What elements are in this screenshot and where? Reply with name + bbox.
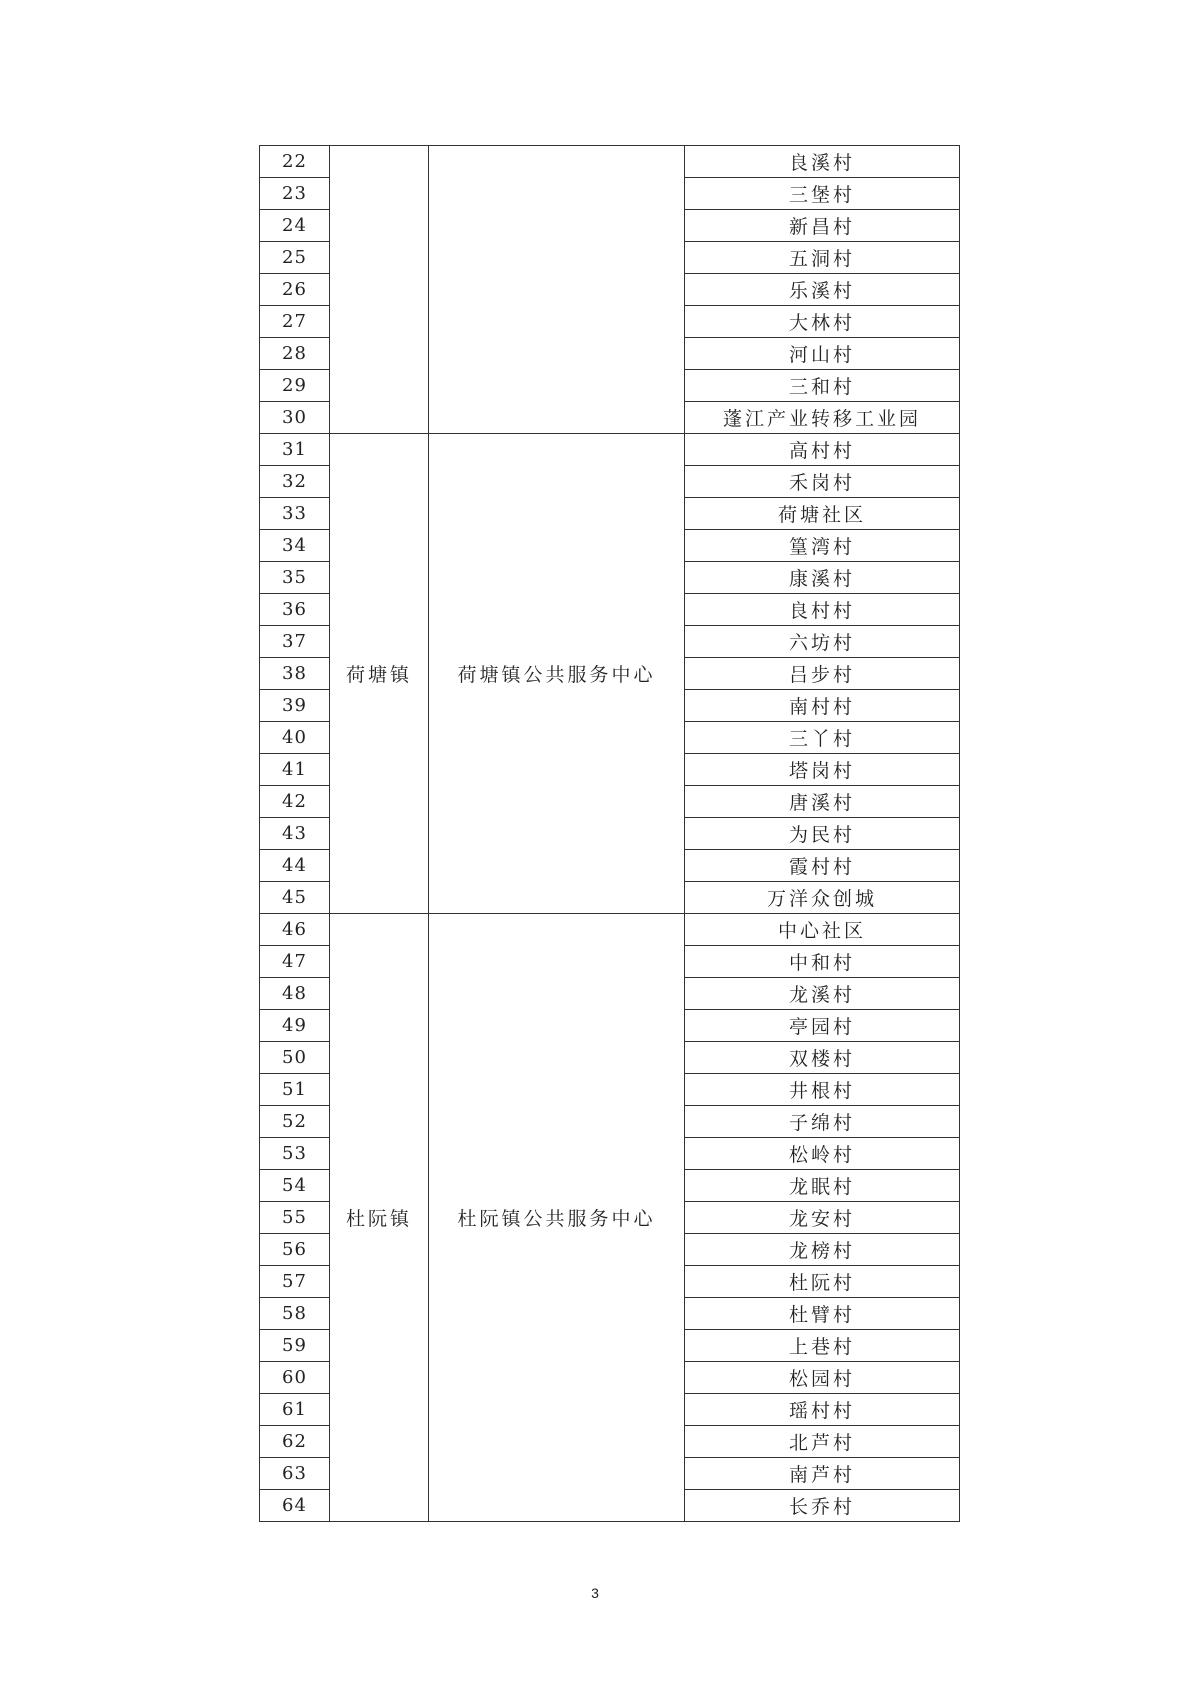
row-number: 46 [260,914,330,946]
village-name: 龙眠村 [685,1170,960,1202]
row-number: 55 [260,1202,330,1234]
town-name [330,146,429,434]
town-name: 荷塘镇 [330,434,429,914]
row-number: 26 [260,274,330,306]
row-number: 40 [260,722,330,754]
row-number: 45 [260,882,330,914]
village-name: 中和村 [685,946,960,978]
row-number: 37 [260,626,330,658]
row-number: 32 [260,466,330,498]
row-number: 56 [260,1234,330,1266]
village-name: 康溪村 [685,562,960,594]
table-row [260,914,960,946]
row-number: 54 [260,1170,330,1202]
row-number: 42 [260,786,330,818]
village-name: 大林村 [685,306,960,338]
row-number: 61 [260,1394,330,1426]
row-number: 47 [260,946,330,978]
village-name: 新昌村 [685,210,960,242]
village-name: 万洋众创城 [685,882,960,914]
village-name: 禾岗村 [685,466,960,498]
village-name: 长乔村 [685,1490,960,1522]
row-number: 29 [260,370,330,402]
village-name: 松岭村 [685,1138,960,1170]
village-name: 唐溪村 [685,786,960,818]
village-name: 上巷村 [685,1330,960,1362]
village-service-table [259,145,960,1522]
row-number: 34 [260,530,330,562]
row-number: 43 [260,818,330,850]
village-name: 龙安村 [685,1202,960,1234]
row-number: 23 [260,178,330,210]
village-name: 高村村 [685,434,960,466]
row-number: 22 [260,146,330,178]
service-center-name: 荷塘镇公共服务中心 [429,434,685,914]
service-center-name: 杜阮镇公共服务中心 [429,914,685,1522]
row-number: 36 [260,594,330,626]
row-number: 38 [260,658,330,690]
row-number: 52 [260,1106,330,1138]
village-name: 龙溪村 [685,978,960,1010]
page-number: 3 [591,1585,599,1601]
row-number: 57 [260,1266,330,1298]
village-name: 亭园村 [685,1010,960,1042]
village-name: 三堡村 [685,178,960,210]
row-number: 53 [260,1138,330,1170]
row-number: 39 [260,690,330,722]
village-name: 蓬江产业转移工业园 [685,402,960,434]
village-name: 松园村 [685,1362,960,1394]
village-name: 南芦村 [685,1458,960,1490]
village-name: 子绵村 [685,1106,960,1138]
village-name: 杜阮村 [685,1266,960,1298]
table-row [260,146,960,178]
village-name: 瑶村村 [685,1394,960,1426]
row-number: 60 [260,1362,330,1394]
village-name: 北芦村 [685,1426,960,1458]
row-number: 28 [260,338,330,370]
row-number: 33 [260,498,330,530]
row-number: 51 [260,1074,330,1106]
village-name: 乐溪村 [685,274,960,306]
row-number: 35 [260,562,330,594]
village-name: 井根村 [685,1074,960,1106]
row-number: 27 [260,306,330,338]
row-number: 64 [260,1490,330,1522]
village-name: 河山村 [685,338,960,370]
village-name: 为民村 [685,818,960,850]
row-number: 31 [260,434,330,466]
village-name: 双楼村 [685,1042,960,1074]
table-row [260,434,960,466]
village-name: 龙榜村 [685,1234,960,1266]
table-body [260,146,960,1522]
village-name: 中心社区 [685,914,960,946]
village-name: 六坊村 [685,626,960,658]
village-name: 荷塘社区 [685,498,960,530]
village-name: 三和村 [685,370,960,402]
row-number: 62 [260,1426,330,1458]
row-number: 50 [260,1042,330,1074]
row-number: 58 [260,1298,330,1330]
village-name: 篁湾村 [685,530,960,562]
row-number: 48 [260,978,330,1010]
village-name: 霞村村 [685,850,960,882]
village-name: 良村村 [685,594,960,626]
village-name: 三丫村 [685,722,960,754]
village-name: 吕步村 [685,658,960,690]
row-number: 41 [260,754,330,786]
village-name: 南村村 [685,690,960,722]
town-name: 杜阮镇 [330,914,429,1522]
row-number: 59 [260,1330,330,1362]
service-center-name [429,146,685,434]
village-name: 五洞村 [685,242,960,274]
row-number: 25 [260,242,330,274]
village-name: 杜臂村 [685,1298,960,1330]
row-number: 49 [260,1010,330,1042]
village-name: 塔岗村 [685,754,960,786]
village-name: 良溪村 [685,146,960,178]
row-number: 63 [260,1458,330,1490]
row-number: 30 [260,402,330,434]
row-number: 24 [260,210,330,242]
row-number: 44 [260,850,330,882]
